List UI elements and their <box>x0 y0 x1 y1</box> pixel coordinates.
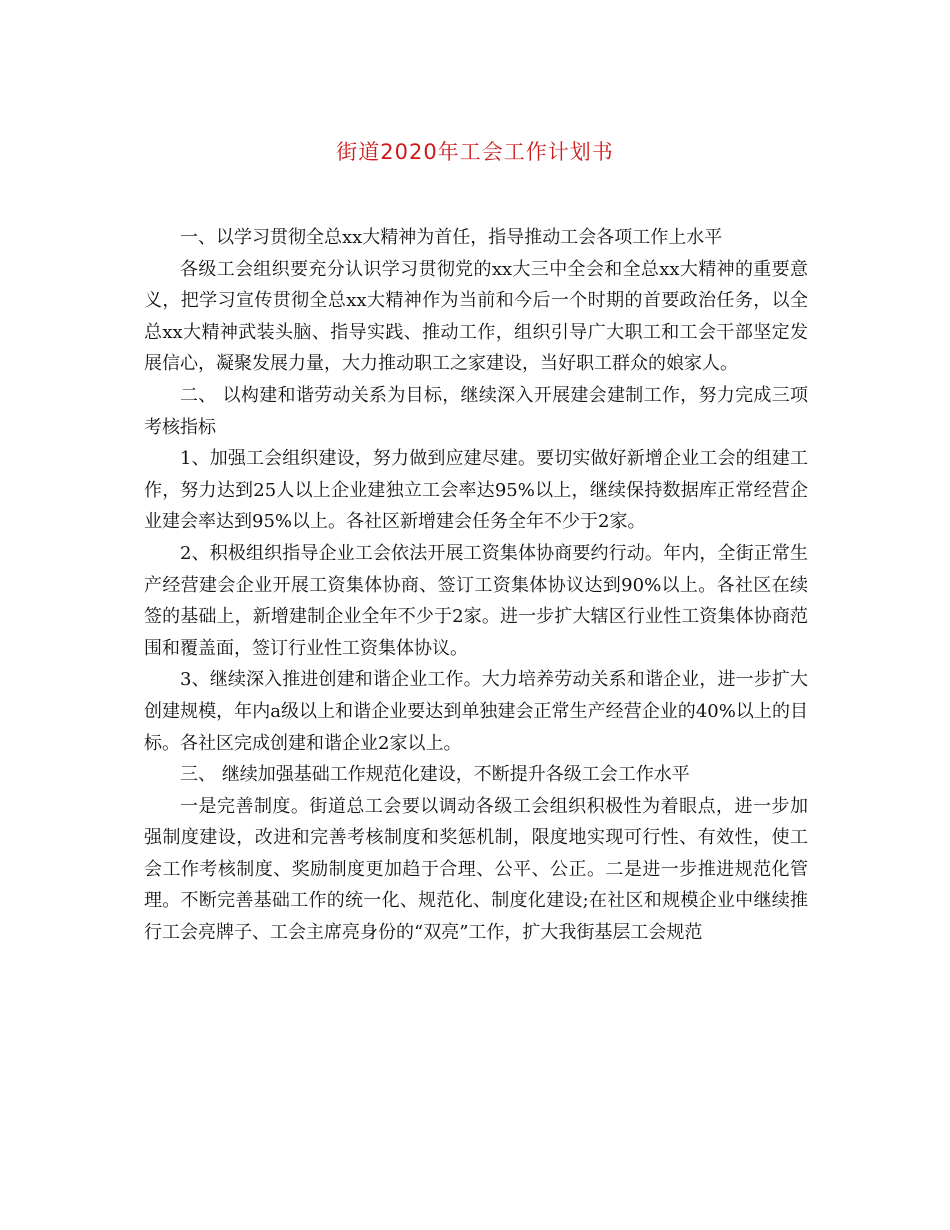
document-title: 街道2020年工会工作计划书 <box>336 140 614 164</box>
paragraph: 各级工会组织要充分认识学习贯彻党的xx大三中全会和全总xx大精神的重要意义，把学习宣传贯彻全总xx大精神作为当前和今后一个时期的首要政治任务，以全总xx大精神武装头脑、指导实践、推动工作，组织引导广大职工和工会干部坚定发展信心，凝聚发展力量，大力推动职工之家建设，当好职工群众的娘家人。 <box>144 258 808 375</box>
document-body <box>144 222 808 949</box>
section-heading-2: 二、 以构建和谐劳动关系为目标，继续深入开展建会建制工作，努力完成三项考核指标 <box>144 384 808 438</box>
paragraph: 一是完善制度。街道总工会要以调动各级工会组织积极性为着眼点，进一步加强制度建设，改进和完善考核制度和奖惩机制，限度地实现可行性、有效性，使工会工作考核制度、奖励制度更加趋于合理、公平、公正。二是进一步推进规范化管理。不断完善基础工作的统一化、规范化、制度化建设;在社区和规模企业中继续推行工会亮牌子、工会主席亮身份的“双亮”工作，扩大我街基层工会规范 <box>144 795 808 944</box>
paragraph: 1、加强工会组织建设，努力做到应建尽建。要切实做好新增企业工会的组建工作，努力达到25人以上企业建独立工会率达95%以上，继续保持数据库正常经营企业建会率达到95%以上。各社区新增建会任务全年不少于2家。 <box>144 448 808 533</box>
section-heading-3: 三、 继续加强基础工作规范化建设，不断提升各级工会工作水平 <box>180 764 690 786</box>
section-heading-1: 一、以学习贯彻全总xx大精神为首任，指导推动工会各项工作上水平 <box>180 227 723 248</box>
paragraph: 3、继续深入推进创建和谐企业工作。大力培养劳动关系和谐企业，进一步扩大创建规模，年内a级以上和谐企业要达到单独建会正常生产经营企业的40%以上的目标。各社区完成创建和谐企业2家以上。 <box>144 669 808 754</box>
paragraph: 2、积极组织指导企业工会依法开展工资集体协商要约行动。年内，全街正常生产经营建会企业开展工资集体协商、签订工资集体协议达到90%以上。各社区在续签的基础上，新增建制企业全年不少于2家。进一步扩大辖区行业性工资集体协商范围和覆盖面，签订行业性工资集体协议。 <box>144 542 808 659</box>
